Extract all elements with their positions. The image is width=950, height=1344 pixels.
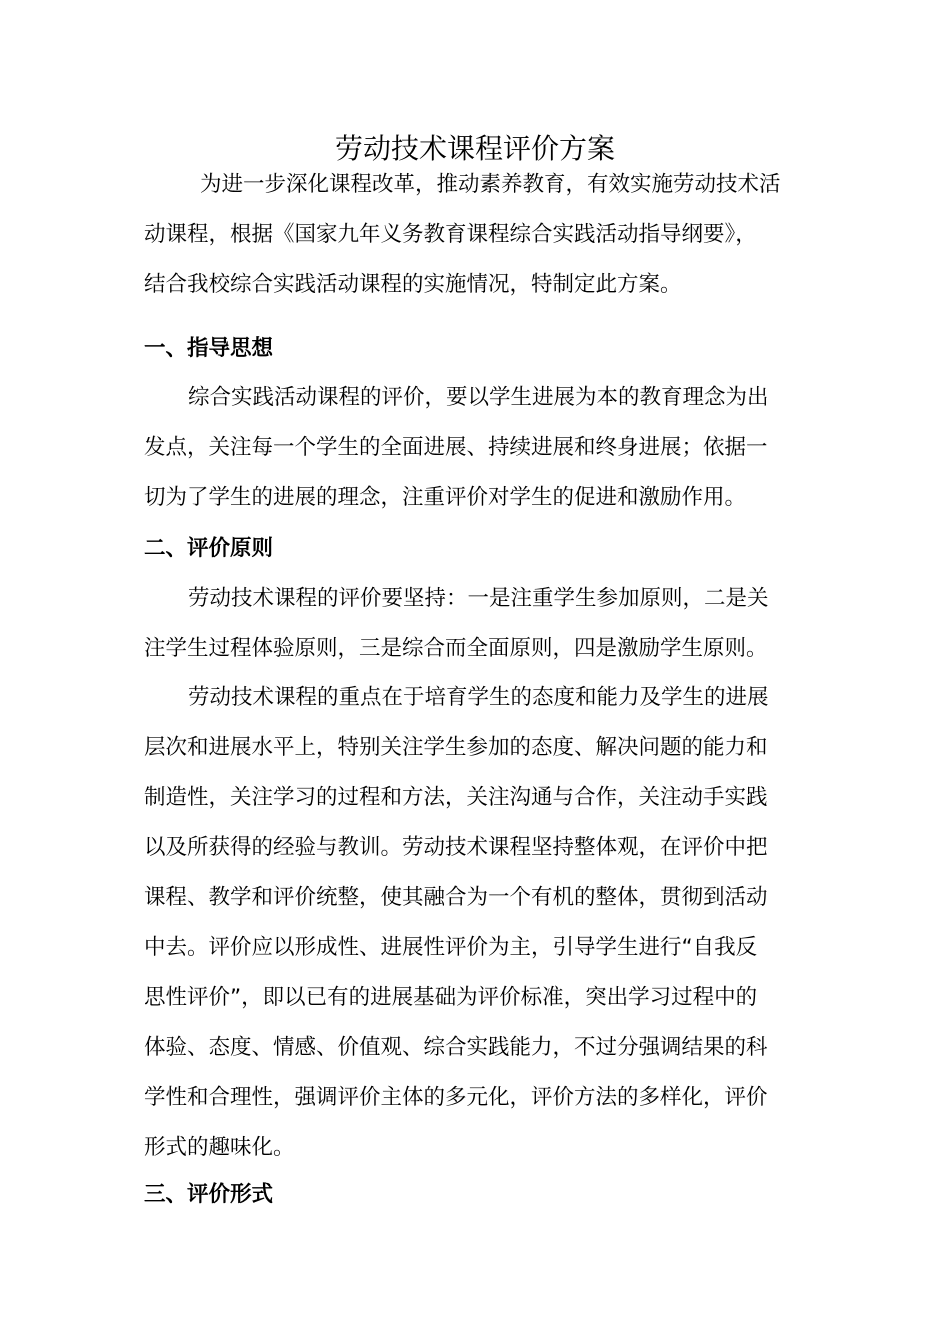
section2-p2-line-1: 劳动技术课程的重点在于培育学生的态度和能力及学生的进展 [188, 685, 769, 710]
section2-p2-line-8: 体验、态度、情感、价值观、综合实践能力，不过分强调结果的科 [144, 1035, 768, 1060]
section1-line-2: 发点，关注每一个学生的全面进展、持续进展和终身进展；依据一 [144, 435, 768, 460]
section2-p2-line-6: 中去。评价应以形成性、进展性评价为主，引导学生进行“自我反 [144, 935, 758, 960]
section1-line-1: 综合实践活动课程的评价，要以学生进展为本的教育理念为出 [188, 385, 769, 410]
section2-paragraph-1 [144, 574, 804, 674]
intro-paragraph [144, 160, 804, 310]
section-heading-guiding-thought: 一、指导思想 [144, 336, 274, 361]
document-title: 劳动技术课程评价方案 [334, 132, 615, 165]
section2-p2-line-7: 思性评价”，即以已有的进展基础为评价标准，突出学习过程中的 [144, 985, 758, 1010]
section2-p2-line-9: 学性和合理性，强调评价主体的多元化，评价方法的多样化，评价 [144, 1085, 768, 1110]
section1-paragraph [144, 373, 804, 523]
section2-p1-line-2: 注学生过程体验原则，三是综合而全面原则，四是激励学生原则。 [144, 636, 768, 661]
intro-line-1: 为进一步深化课程改革，推动素养教育，有效实施劳动技术活 [200, 172, 781, 197]
section2-p2-line-5: 课程、教学和评价统整，使其融合为一个有机的整体，贯彻到活动 [144, 885, 768, 910]
section2-p2-line-4: 以及所获得的经验与教训。劳动技术课程坚持整体观，在评价中把 [144, 835, 768, 860]
section-heading-evaluation-forms: 三、评价形式 [144, 1182, 274, 1207]
intro-line-2: 动课程，根据《国家九年义务教育课程综合实践活动指导纲要》， [144, 222, 757, 247]
section2-p2-line-3: 制造性，关注学习的过程和方法，关注沟通与合作，关注动手实践 [144, 785, 768, 810]
section2-p2-line-2: 层次和进展水平上，特别关注学生参加的态度、解决问题的能力和 [144, 735, 768, 760]
section2-p2-line-10: 形式的趣味化。 [144, 1135, 295, 1160]
intro-line-3: 结合我校综合实践活动课程的实施情况，特制定此方案。 [144, 272, 682, 297]
section2-p1-line-1: 劳动技术课程的评价要坚持：一是注重学生参加原则，二是关 [188, 586, 769, 611]
section-heading-evaluation-principles: 二、评价原则 [144, 536, 274, 561]
section2-paragraph-2 [144, 673, 804, 1173]
section1-line-3: 切为了学生的进展的理念，注重评价对学生的促进和激励作用。 [144, 485, 747, 510]
